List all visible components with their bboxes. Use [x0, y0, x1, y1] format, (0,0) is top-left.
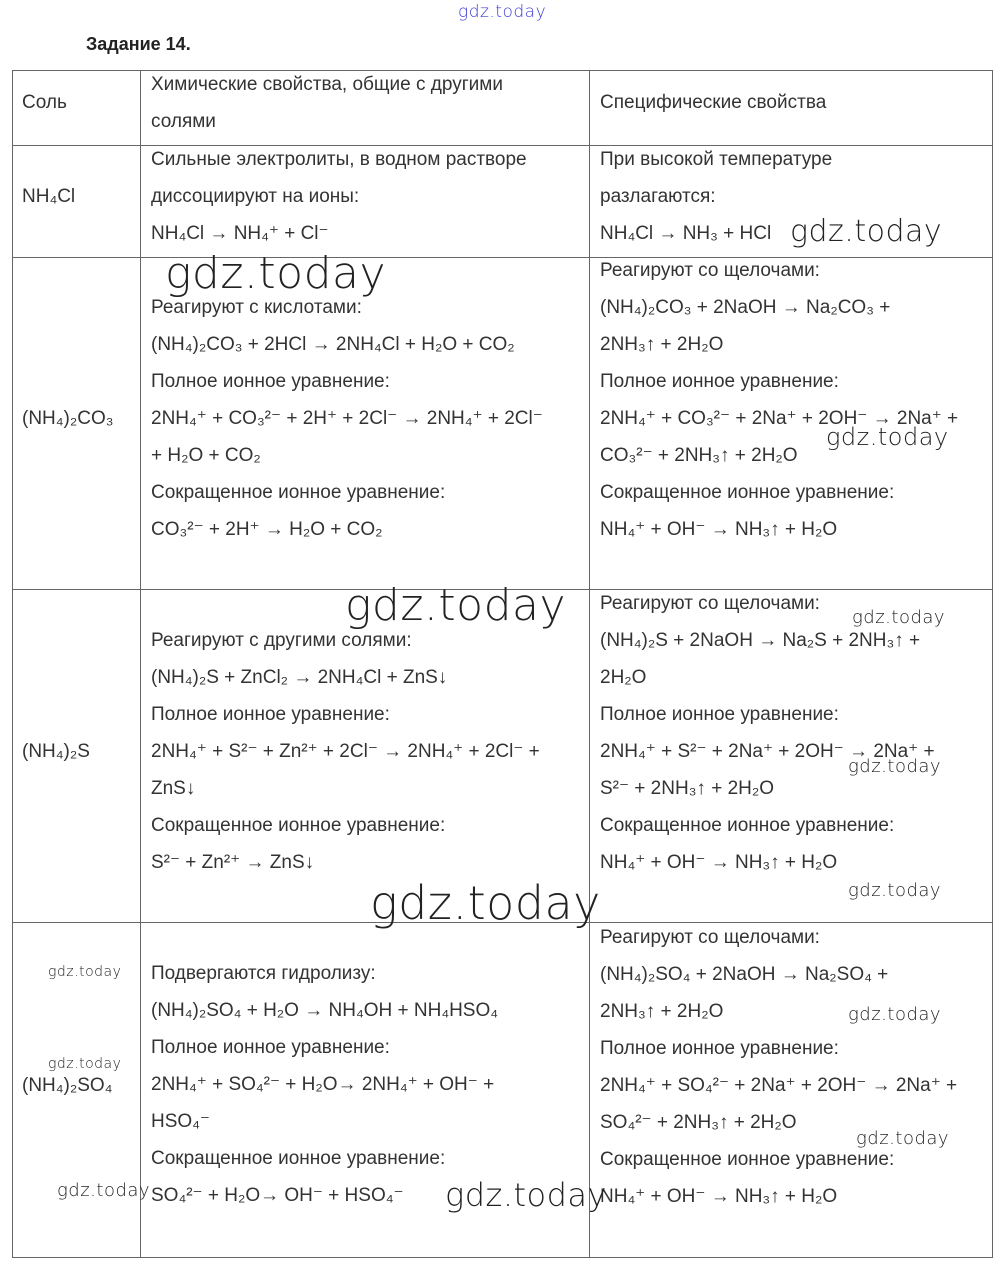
watermark: gdz.today [856, 1128, 950, 1149]
text-line: Реагируют со щелочами: [600, 927, 820, 948]
salt-cell [22, 1067, 112, 1104]
text-line: 2NH₄⁺ + S²⁻ + Zn²⁺ + 2Cl⁻ → 2NH₄⁺ + 2Cl⁻ + [151, 741, 540, 762]
header-common: Химические свойства, общие с другими солями [151, 74, 503, 132]
specific-properties-cell [600, 919, 957, 1215]
table-border [12, 70, 13, 1258]
text-line: Полное ионное уравнение: [151, 1037, 390, 1058]
watermark: gdz.today [826, 423, 949, 451]
watermark: gdz.today [48, 964, 122, 980]
text-line: Полное ионное уравнение: [600, 1038, 839, 1059]
watermark: gdz.today [57, 1180, 151, 1201]
text-line: 2NH₄⁺ + SO₄²⁻ + 2Na⁺ + 2OH⁻ → 2Na⁺ + [600, 1075, 958, 1096]
common-properties-cell [151, 141, 527, 252]
text-line: Сокращенное ионное уравнение: [600, 482, 895, 503]
text-line: Сильные электролиты, в водном растворе [151, 149, 527, 170]
text-line: диссоциируют на ионы: [151, 186, 360, 207]
watermark: gdz.today [848, 880, 942, 901]
text-line: SO₄²⁻ + 2NH₃↑ + 2H₂O [600, 1112, 797, 1133]
text-line: 2NH₄⁺ + S²⁻ + 2Na⁺ + 2OH⁻ → 2Na⁺ + [600, 741, 935, 762]
watermark: gdz.today [165, 248, 387, 299]
text-line: Сокращенное ионное уравнение: [600, 815, 895, 836]
watermark: gdz.today [458, 2, 547, 22]
text-line: Реагируют с другими солями: [151, 630, 412, 651]
text-line: NH₄⁺ + OH⁻ → NH₃↑ + H₂O [600, 852, 838, 873]
salt-formula: (NH₄)₂CO₃ [22, 408, 114, 429]
text-line: Полное ионное уравнение: [600, 704, 839, 725]
common-properties-cell [151, 289, 543, 548]
salt-formula: (NH₄)₂S [22, 741, 90, 762]
text-line: Сокращенное ионное уравнение: [600, 1149, 895, 1170]
text-line: 2NH₃↑ + 2H₂O [600, 1001, 724, 1022]
text-line: CO₃²⁻ + 2H⁺ → H₂O + CO₂ [151, 519, 383, 540]
text-line: Полное ионное уравнение: [151, 704, 390, 725]
specific-properties-cell [600, 252, 958, 548]
text-line: 2H₂O [600, 667, 647, 688]
text-line: SO₄²⁻ + H₂O→ OH⁻ + HSO₄⁻ [151, 1185, 404, 1206]
text-line: 2NH₄⁺ + CO₃²⁻ + 2H⁺ + 2Cl⁻ → 2NH₄⁺ + 2Cl⁻ [151, 408, 543, 429]
common-properties-cell [151, 622, 540, 881]
text-line: 2NH₄⁺ + SO₄²⁻ + H₂O→ 2NH₄⁺ + OH⁻ + [151, 1074, 495, 1095]
text-line: NH₄Cl → NH₃ + HCl [600, 223, 772, 244]
text-line: NH₄Cl → NH₄⁺ + Cl⁻ [151, 223, 329, 244]
header-specific: Специфические свойства [600, 92, 827, 113]
text-line: NH₄⁺ + OH⁻ → NH₃↑ + H₂O [600, 1186, 838, 1207]
text-line: (NH₄)₂SO₄ + H₂O → NH₄OH + NH₄HSO₄ [151, 1000, 499, 1021]
text-line: Подвергаются гидролизу: [151, 963, 376, 984]
salt-cell [22, 178, 75, 215]
text-line: Реагируют со щелочами: [600, 593, 820, 614]
text-line: + H₂O + CO₂ [151, 445, 261, 466]
watermark: gdz.today [370, 876, 601, 930]
text-line: HSO₄⁻ [151, 1111, 210, 1132]
watermark: gdz.today [445, 1176, 607, 1214]
text-line: При высокой температуре [600, 149, 833, 170]
salt-formula: NH₄Cl [22, 186, 76, 207]
text-line: Полное ионное уравнение: [151, 371, 390, 392]
text-line: NH₄⁺ + OH⁻ → NH₃↑ + H₂O [600, 519, 838, 540]
text-line: (NH₄)₂CO₃ + 2HCl → 2NH₄Cl + H₂O + CO₂ [151, 334, 515, 355]
watermark: gdz.today [848, 756, 942, 777]
text-line: Реагируют со щелочами: [600, 260, 820, 281]
watermark: gdz.today [48, 1056, 122, 1072]
col-divider [589, 70, 590, 1258]
text-line: CO₃²⁻ + 2NH₃↑ + 2H₂O [600, 445, 798, 466]
table-border [992, 70, 993, 1258]
text-line: разлагаются: [600, 186, 716, 207]
text-line: (NH₄)₂S + ZnCl₂ → 2NH₄Cl + ZnS↓ [151, 667, 448, 688]
salt-formula: (NH₄)₂SO₄ [22, 1075, 113, 1096]
text-line: Полное ионное уравнение: [600, 371, 839, 392]
col-divider [140, 70, 141, 1258]
text-line: (NH₄)₂SO₄ + 2NaOH → Na₂SO₄ + [600, 964, 889, 985]
watermark: gdz.today [790, 214, 943, 249]
table-border [12, 1257, 993, 1258]
text-line: Сокращенное ионное уравнение: [151, 1148, 446, 1169]
watermark: gdz.today [848, 1004, 942, 1025]
salt-cell [22, 733, 90, 770]
task-title: Задание 14. [86, 34, 191, 54]
watermark: gdz.today [852, 607, 946, 628]
text-line: Сокращенное ионное уравнение: [151, 815, 446, 836]
text-line: ZnS↓ [151, 778, 196, 799]
text-line: Сокращенное ионное уравнение: [151, 482, 446, 503]
specific-properties-cell [600, 585, 935, 881]
text-line: (NH₄)₂CO₃ + 2NaOH → Na₂CO₃ + [600, 297, 891, 318]
text-line: 2NH₃↑ + 2H₂O [600, 334, 724, 355]
watermark: gdz.today [345, 580, 567, 631]
text-line: 2NH₄⁺ + CO₃²⁻ + 2Na⁺ + 2OH⁻ → 2Na⁺ + [600, 408, 959, 429]
header-salt: Соль [22, 92, 67, 113]
text-line: S²⁻ + Zn²⁺ → ZnS↓ [151, 852, 315, 873]
salt-cell [22, 400, 113, 437]
text-line: (NH₄)₂S + 2NaOH → Na₂S + 2NH₃↑ + [600, 630, 921, 651]
text-line: S²⁻ + 2NH₃↑ + 2H₂O [600, 778, 775, 799]
text-line: Реагируют с кислотами: [151, 297, 362, 318]
